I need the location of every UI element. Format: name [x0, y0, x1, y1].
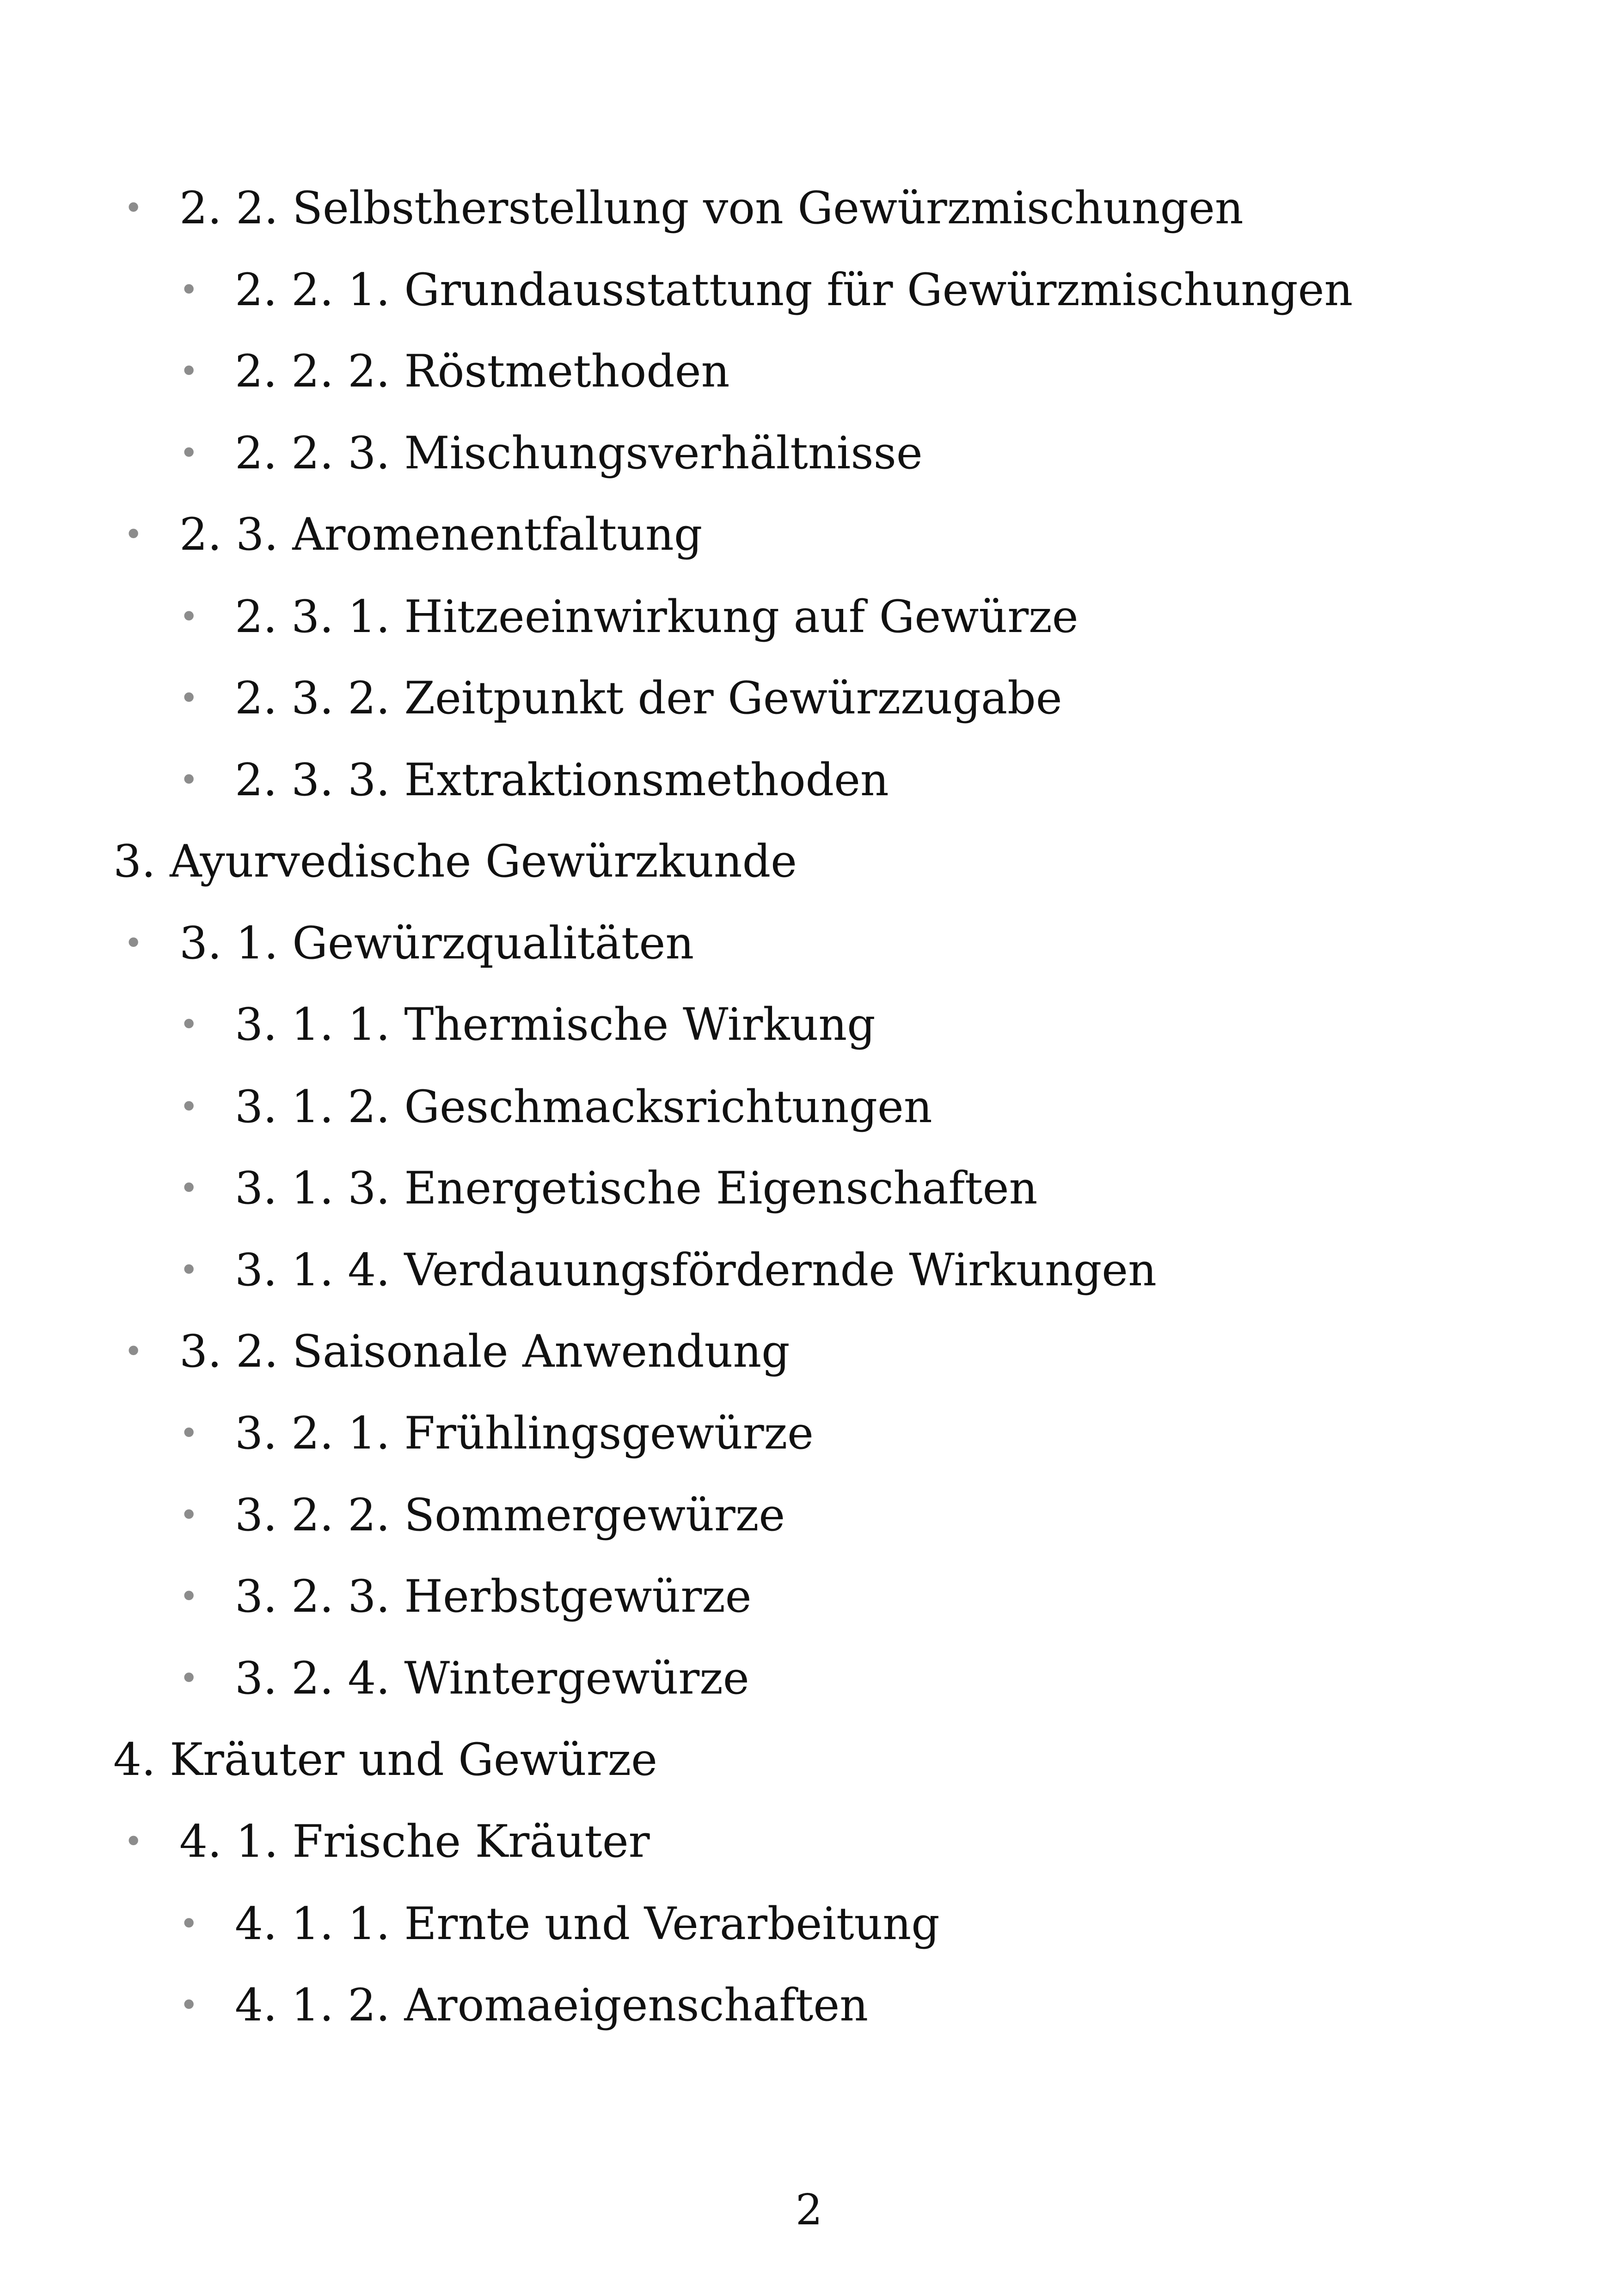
toc-entry-level-1[interactable] [113, 834, 797, 889]
toc-entry-level-3[interactable] [179, 1406, 814, 1461]
bullet-icon: • [179, 679, 199, 717]
toc-entry-label: 4. 1. 1. Ernte und Verarbeitung [235, 1898, 940, 1950]
toc-entry-label: 3. 1. 3. Energetische Eigenschaften [235, 1162, 1038, 1214]
toc-entry-level-2[interactable] [124, 1324, 790, 1379]
toc-entry-label: 2. 2. 2. Röstmethoden [235, 345, 730, 397]
toc-entry-level-3[interactable] [179, 670, 1062, 726]
bullet-icon: • [124, 516, 143, 553]
toc-entry-label: 3. 1. 1. Thermische Wirkung [235, 999, 876, 1050]
toc-entry-label: 3. 2. 4. Wintergewürze [235, 1652, 749, 1704]
toc-entry-level-2[interactable] [124, 507, 702, 562]
toc-entry-level-3[interactable] [179, 589, 1079, 645]
toc-entry-label: 4. 1. Frische Kräuter [179, 1816, 650, 1867]
toc-entry-label: 2. 2. Selbstherstellung von Gewürzmischungen [179, 182, 1244, 234]
toc-entry-level-3[interactable] [179, 997, 876, 1052]
toc-entry-level-3[interactable] [179, 344, 729, 399]
bullet-icon: • [179, 1414, 199, 1452]
toc-entry-label: 2. 2. 1. Grundausstattung für Gewürzmischungen [235, 264, 1353, 316]
bullet-icon: • [179, 1986, 199, 2024]
bullet-icon: • [179, 1659, 199, 1697]
toc-entry-level-3[interactable] [179, 1977, 868, 2033]
toc-entry-level-3[interactable] [179, 1487, 785, 1543]
bullet-icon: • [179, 1578, 199, 1615]
bullet-icon: • [124, 924, 143, 962]
bullet-icon: • [124, 1332, 143, 1370]
toc-entry-label: 4. Kräuter und Gewürze [113, 1734, 657, 1786]
toc-entry-label: 2. 3. 3. Extraktionsmethoden [235, 754, 889, 806]
bullet-icon: • [179, 434, 199, 472]
toc-entry-level-3[interactable] [179, 752, 889, 808]
bullet-icon: • [179, 1251, 199, 1289]
toc-entry-label: 3. 1. Gewürzqualitäten [179, 917, 694, 969]
bullet-icon: • [179, 761, 199, 799]
toc-entry-level-2[interactable] [124, 915, 694, 971]
bullet-icon: • [179, 598, 199, 636]
bullet-icon: • [179, 271, 199, 309]
toc-entry-level-3[interactable] [179, 262, 1353, 318]
toc-entry-label: 3. 1. 2. Geschmacksrichtungen [235, 1081, 932, 1133]
toc-entry-label: 2. 3. 2. Zeitpunkt der Gewürzzugabe [235, 672, 1062, 724]
page-number: 2 [795, 2185, 823, 2235]
toc-entry-label: 3. Ayurvedische Gewürzkunde [113, 835, 797, 887]
bullet-icon: • [179, 1006, 199, 1044]
bullet-icon: • [179, 1496, 199, 1534]
toc-entry-label: 2. 2. 3. Mischungsverhältnisse [235, 427, 923, 479]
toc-entry-label: 3. 2. 1. Frühlingsgewürze [235, 1407, 814, 1459]
toc-entry-level-3[interactable] [179, 1242, 1157, 1298]
toc-entry-level-1[interactable] [113, 1732, 657, 1787]
toc-entry-level-3[interactable] [179, 425, 923, 481]
toc-entry-label: 3. 2. 3. Herbstgewürze [235, 1571, 752, 1622]
bullet-icon: • [179, 352, 199, 390]
toc-entry-level-3[interactable] [179, 1160, 1037, 1216]
bullet-icon: • [179, 1169, 199, 1207]
toc-entry-level-3[interactable] [179, 1569, 752, 1624]
toc-entry-label: 3. 2. Saisonale Anwendung [179, 1326, 790, 1377]
toc-entry-level-2[interactable] [124, 1814, 650, 1869]
toc-entry-label: 2. 3. Aromenentfaltung [179, 509, 703, 560]
toc-entry-level-3[interactable] [179, 1651, 749, 1706]
bullet-icon: • [124, 1823, 143, 1860]
bullet-icon: • [179, 1905, 199, 1943]
bullet-icon: • [124, 189, 143, 227]
toc-entry-level-3[interactable] [179, 1079, 932, 1135]
toc-entry-label: 2. 3. 1. Hitzeeinwirkung auf Gewürze [235, 591, 1079, 643]
toc-entry-label: 4. 1. 2. Aromaeigenschaften [235, 1979, 869, 2031]
toc-entry-label: 3. 1. 4. Verdauungsfördernde Wirkungen [235, 1244, 1157, 1296]
toc-entry-level-2[interactable] [124, 180, 1244, 236]
bullet-icon: • [179, 1088, 199, 1126]
toc-entry-level-3[interactable] [179, 1896, 940, 1952]
toc-entry-label: 3. 2. 2. Sommergewürze [235, 1489, 785, 1541]
